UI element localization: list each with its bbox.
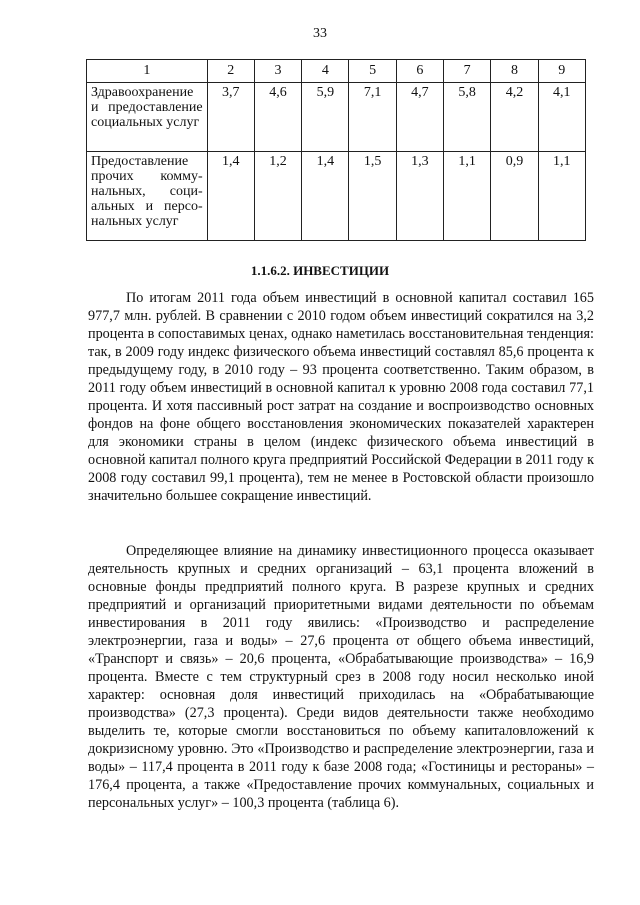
body-paragraph: По итогам 2011 года объем инвестиций в основной капитал составил 165 977,7 млн. рублей. В сравнении с 2010 годом объем инвестиций сократился на 3,2 процента в сопоставимых ценах, однако наметилась восстановительная тенденция: так, в 2009 году индекс физического объема инвестиций составлял 85,6 процента к предыдущему году, в 2010 году – 93 процента соответственно. Таким образом, в 2011 году объем инвестиций в основной капитал к уровню 2008 года составил 77,1 процента. И хотя пассивный рост затрат на создание и воспроизводство основных фондов на фоне общего восстановления экономических показателей характерен для экономики страны в целом (индекс физического объема инвестиций в основной капитал полного круга предприятий Российской Федерации в 2011 году к 2008 году составил 99,1 процента), тем не менее в Ростовской области произошло значительно большее сокращение инвестиций. <box>88 290 594 504</box>
column-header: 2 <box>207 60 254 83</box>
table-cell: 1,4 <box>207 152 254 241</box>
row-label: Здравоохранение и предоставление социальных услуг <box>87 83 208 152</box>
column-header: 1 <box>87 60 208 83</box>
table-row <box>87 152 586 241</box>
table-cell: 5,9 <box>302 83 349 152</box>
table-cell: 4,6 <box>254 83 301 152</box>
data-table <box>86 59 586 241</box>
column-header: 8 <box>491 60 538 83</box>
table-cell: 4,1 <box>538 83 585 152</box>
column-header: 4 <box>302 60 349 83</box>
table-cell: 5,8 <box>444 83 491 152</box>
column-header: 7 <box>444 60 491 83</box>
table-cell: 4,7 <box>396 83 443 152</box>
table-cell: 3,7 <box>207 83 254 152</box>
table-cell: 1,1 <box>538 152 585 241</box>
column-header: 6 <box>396 60 443 83</box>
table-row <box>87 83 586 152</box>
table-cell: 1,1 <box>444 152 491 241</box>
table-header-row <box>87 60 586 83</box>
column-header: 9 <box>538 60 585 83</box>
table-cell: 7,1 <box>349 83 396 152</box>
page-number: 33 <box>313 26 327 41</box>
table-cell: 1,4 <box>302 152 349 241</box>
table-cell: 1,2 <box>254 152 301 241</box>
table-cell: 1,3 <box>396 152 443 241</box>
table-cell: 4,2 <box>491 83 538 152</box>
table-cell: 1,5 <box>349 152 396 241</box>
row-label: Предоставление прочих коммунальных, социальных и персональных услуг <box>87 152 208 241</box>
body-paragraph: Определяющее влияние на динамику инвестиционного процесса оказывает деятельность крупных и средних организаций – 63,1 процента вложений в основные фонды предприятий полного круга. В разрезе крупных и средних предприятий и организаций приоритетными видами деятельности по объемам инвестирования в 2011 году явились: «Производство и распределение электроэнергии, газа и воды» – 27,6 процента от общего объема инвестиций, «Транспорт и связь» – 20,6 процента, «Обрабатывающие производства» – 16,9 процента. Вместе с тем структурный срез в 2008 году носил несколько иной характер: основная доля инвестиций приходилась на «Обрабатывающие производства» (27,3 процента). Среди видов деятельности также необходимо выделить те, которые смогли восстановиться по объему капиталовложений к докризисному уровню. Это «Производство и распределение электроэнергии, газа и воды» – 117,4 процента в 2011 году к базе 2008 года; «Гостиницы и рестораны» – 176,4 процента, а также «Предоставление прочих коммунальных, социальных и персональных услуг» – 100,3 процента (таблица 6). <box>88 543 594 811</box>
column-header: 3 <box>254 60 301 83</box>
table-cell: 0,9 <box>491 152 538 241</box>
section-title: 1.1.6.2. ИНВЕСТИЦИИ <box>250 263 390 278</box>
column-header: 5 <box>349 60 396 83</box>
